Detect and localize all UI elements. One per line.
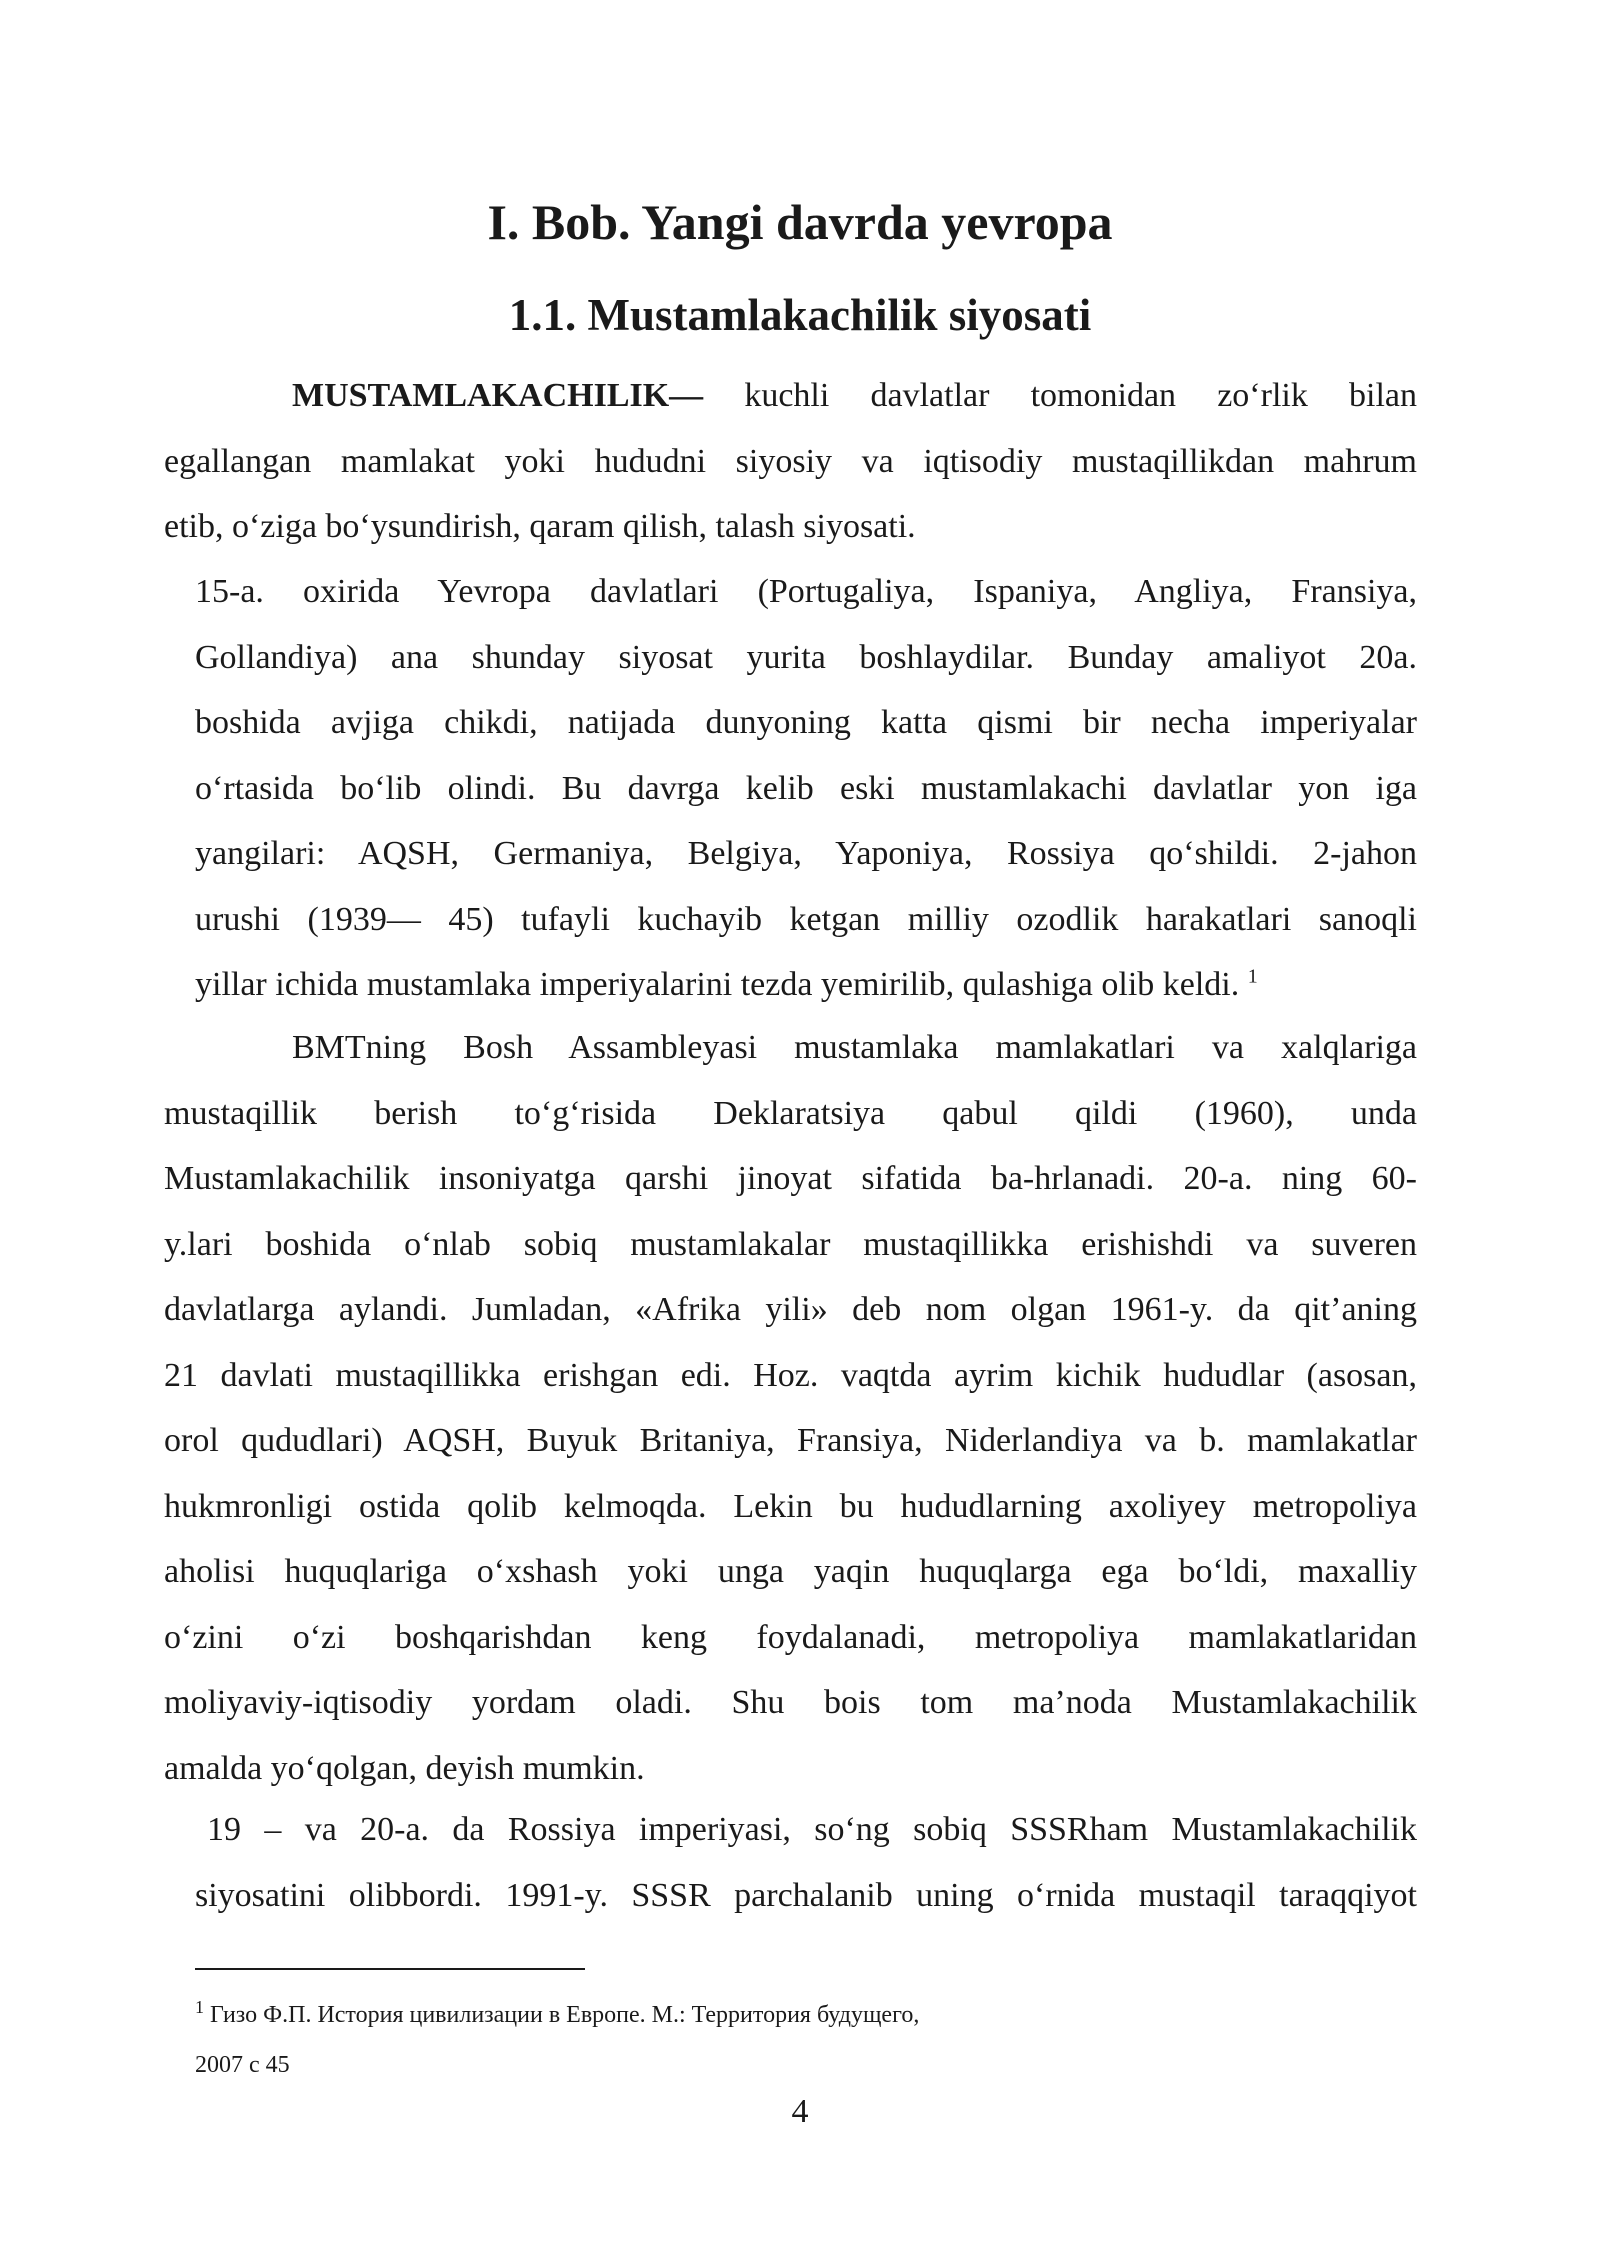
footnote-reference[interactable]: 1 <box>1247 965 1258 988</box>
paragraph-history <box>195 559 1417 1018</box>
paragraph-line: moliyaviy-iqtisodiy yordam oladi. Shu bois tom ma’noda Mustamlakachilik <box>164 1684 1417 1721</box>
paragraph-line: MUSTAMLAKACHILIK— kuchli davlatlar tomonidan zoʻrlik bilan <box>292 377 1417 414</box>
paragraph-line: urushi (1939— 45) tufayli kuchayib ketgan milliy ozodlik harakatlari sanoqli <box>195 900 1417 938</box>
paragraph-line: Mustamlakachilik insoniyatga qarshi jinoyat sifatida ba-hrlanadi. 20-a. ning 60- <box>164 1160 1417 1197</box>
footnote-line: $^1$ Гизо Ф.П. История цивилизации в Европе. М.: Территория будущего, <box>195 1997 920 2028</box>
paragraph-russia <box>195 1797 1417 1928</box>
paragraph-line: davlatlarga aylandi. Jumladan, «Afrika yili» deb nom olgan 1961-y. da qit’aning <box>164 1291 1417 1328</box>
paragraph-line: aholisi huquqlariga oʻxshash yoki unga yaqin huquqlarga ega boʻldi, maxalliy <box>164 1553 1417 1590</box>
paragraph-line: amalda yoʻqolgan, deyish mumkin. <box>164 1749 645 1787</box>
term-mustamlakachilik: MUSTAMLAKACHILIK— <box>292 377 704 414</box>
paragraph-line: y.lari boshida oʻnlab sobiq mustamlakalar mustaqillikka erishishdi va suveren <box>164 1225 1417 1263</box>
paragraph-line: egallangan mamlakat yoki hududni siyosiy va iqtisodiy mustaqillikdan mahrum <box>164 442 1417 480</box>
paragraph-line: yangilari: AQSH, Germaniya, Belgiya, Yaponiya, Rossiya qoʻshildi. 2-jahon <box>195 835 1417 872</box>
paragraph-line: oʻzini oʻzi boshqarishdan keng foydalanadi, metropoliya mamlakatlaridan <box>164 1618 1417 1656</box>
paragraph-line: 21 davlati mustaqillikka erishgan edi. Hoz. vaqtda ayrim kichik hududlar (asosan, <box>164 1356 1417 1394</box>
paragraph-line: boshida avjiga chikdi, natijada dunyoning katta qismi bir necha imperiyalar <box>195 704 1417 741</box>
paragraph-line: 19 – va 20-a. da Rossiya imperiyasi, soʻng sobiq SSSRham Mustamlakachilik <box>207 1811 1417 1848</box>
page-number: 4 <box>791 2093 809 2130</box>
paragraph-line: orol qududlari) AQSH, Buyuk Britaniya, Fransiya, Niderlandiya va b. mamlakatlar <box>164 1422 1417 1459</box>
footnote-line: 2007 с 45 <box>195 2052 290 2078</box>
paragraph-line: BMTning Bosh Assambleyasi mustamlaka mamlakatlari va xalqlariga <box>292 1029 1417 1066</box>
section-title: 1.1. Mustamlakachilik siyosati <box>508 290 1092 340</box>
paragraph-line: yillar ichida mustamlaka imperiyalarini tezda yemirilib, qulashiga olib keldi. $^1$ <box>195 965 1258 1003</box>
chapter-title: I. Bob. Yangi davrda yevropa <box>487 194 1113 250</box>
footnote <box>195 1990 1195 2090</box>
paragraph-line: etib, oʻziga boʻysundirish, qaram qilish, talash siyosati. <box>164 508 916 545</box>
footnote-marker: 1 <box>195 1997 204 2017</box>
paragraph-line: hukmronligi ostida qolib kelmoqda. Lekin bu hududlarning axoliyey metropoliya <box>164 1487 1417 1525</box>
paragraph-definition <box>164 363 1417 560</box>
paragraph-line: mustaqillik berish toʻgʻrisida Deklaratsiya qabul qildi (1960), unda <box>164 1094 1417 1132</box>
footnote-separator <box>195 1968 585 1970</box>
paragraph-line: 15-a. oxirida Yevropa davlatlari (Portugaliya, Ispaniya, Angliya, Fransiya, <box>195 573 1417 610</box>
paragraph-line: Gollandiya) ana shunday siyosat yurita boshlaydilar. Bunday amaliyot 20a. <box>195 638 1417 676</box>
paragraph-un-declaration <box>164 1015 1417 1801</box>
paragraph-line: oʻrtasida boʻlib olindi. Bu davrga kelib eski mustamlakachi davlatlar yon iga <box>195 769 1417 807</box>
paragraph-line: siyosatini olibbordi. 1991-y. SSSR parchalanib uning oʻrnida mustaqil taraqqiyot <box>195 1876 1417 1914</box>
